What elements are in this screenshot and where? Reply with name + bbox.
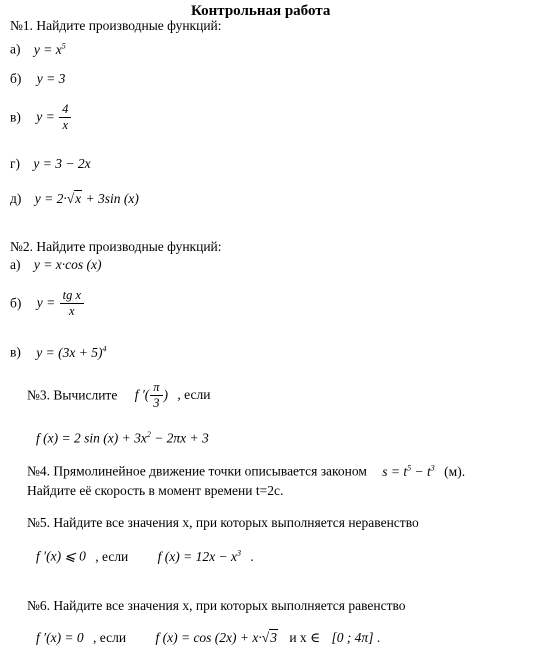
task1-item-g bbox=[10, 157, 91, 171]
sqrt-radicand: x bbox=[75, 191, 82, 206]
item-label: а) bbox=[10, 257, 21, 272]
item-label: а) bbox=[10, 41, 21, 57]
task6-condition bbox=[36, 631, 380, 645]
fraction bbox=[150, 381, 162, 409]
task1-item-b bbox=[10, 72, 65, 86]
expression-lhs: y = bbox=[36, 109, 55, 125]
expression: y = 3 − 2x bbox=[33, 156, 91, 171]
formula-part: f (x) = 2 sin (x) + 3x bbox=[36, 430, 147, 446]
denominator: x bbox=[62, 117, 69, 132]
task1-item-d bbox=[10, 192, 139, 206]
exponent: 3 bbox=[236, 548, 241, 557]
derivative-expr: f ′( bbox=[134, 387, 150, 403]
task4-line2: Найдите её скорость в момент времени t=2c. bbox=[27, 483, 284, 498]
item-label: в) bbox=[10, 109, 21, 125]
expr-part: y = 2· bbox=[34, 191, 67, 206]
item-label: в) bbox=[10, 344, 21, 360]
item-label: б) bbox=[10, 295, 22, 311]
task3-line bbox=[27, 381, 210, 409]
task6-header: №6. Найдите все значения x, при которых выполняется равенство bbox=[27, 598, 406, 613]
exponent: 5 bbox=[407, 463, 412, 472]
task4-text: №4. Прямолинейное движение точки описывается законом bbox=[27, 463, 367, 479]
expression bbox=[35, 191, 139, 206]
if-word: , если bbox=[93, 630, 127, 645]
close-paren: ) bbox=[163, 387, 169, 403]
task1-item-a bbox=[10, 42, 66, 56]
task5-condition bbox=[36, 549, 254, 563]
exponent: 2 bbox=[146, 430, 151, 439]
task4-line1 bbox=[27, 464, 465, 478]
task2-header: №2. Найдите производные функций: bbox=[10, 239, 222, 254]
task3-header: №3. Вычислите bbox=[27, 387, 118, 403]
motion-law bbox=[382, 464, 435, 479]
denominator: x bbox=[69, 303, 75, 318]
fraction bbox=[60, 289, 84, 317]
numerator: tg x bbox=[60, 289, 84, 304]
sqrt-sign: √ bbox=[261, 630, 270, 645]
sqrt-radicand: 3 bbox=[270, 630, 277, 645]
and-x: и x bbox=[289, 630, 307, 645]
task2-item-v bbox=[10, 345, 106, 359]
interval: [0 ; 4π] bbox=[331, 630, 374, 645]
expression bbox=[34, 42, 66, 57]
item-label: г) bbox=[10, 156, 21, 171]
fraction bbox=[59, 103, 71, 131]
period: . bbox=[250, 548, 254, 564]
item-label: б) bbox=[10, 71, 22, 86]
task1-header: №1. Найдите производные функций: bbox=[10, 18, 222, 33]
equation: f ′(x) = 0 bbox=[36, 630, 84, 645]
expression: y = 3 bbox=[36, 71, 66, 86]
units: (м). bbox=[444, 463, 466, 479]
law-part: s = t bbox=[382, 463, 408, 479]
expr-base: y = x bbox=[33, 41, 62, 57]
formula-part: − 2πx + 3 bbox=[150, 430, 209, 446]
expr-base: y = (3x + 5) bbox=[36, 344, 103, 360]
exponent: 3 bbox=[430, 463, 435, 472]
belongs-symbol: ∈ bbox=[310, 630, 321, 645]
function bbox=[158, 549, 241, 564]
exponent: 4 bbox=[102, 344, 107, 353]
sqrt-sign: √ bbox=[66, 191, 75, 206]
denominator: 3 bbox=[153, 395, 160, 410]
period: . bbox=[376, 630, 381, 645]
task1-item-v bbox=[10, 103, 72, 131]
task3-formula bbox=[36, 431, 209, 445]
inequality: f ′(x) ⩽ 0 bbox=[36, 548, 86, 564]
expr-part: + 3sin (x) bbox=[85, 191, 139, 206]
numerator: π bbox=[150, 381, 162, 396]
exponent: 5 bbox=[61, 41, 66, 50]
task5-header: №5. Найдите все значения x, при которых выполняется неравенство bbox=[27, 515, 419, 530]
page-title: Контрольная работа bbox=[191, 3, 331, 19]
expression bbox=[36, 345, 106, 360]
task2-item-b bbox=[10, 289, 85, 317]
task2-item-a bbox=[10, 258, 101, 272]
if-word: , если bbox=[95, 548, 129, 564]
expression: y = x·cos (x) bbox=[33, 257, 102, 272]
task3-if: , если bbox=[177, 387, 211, 403]
expression-lhs: y = bbox=[36, 295, 56, 311]
numerator: 4 bbox=[59, 103, 71, 118]
func-part: f (x) = cos (2x) + x· bbox=[155, 630, 262, 645]
law-part: − t bbox=[411, 463, 431, 479]
func-part: f (x) = 12x − x bbox=[157, 548, 237, 564]
item-label: д) bbox=[10, 191, 22, 206]
function bbox=[155, 630, 277, 645]
